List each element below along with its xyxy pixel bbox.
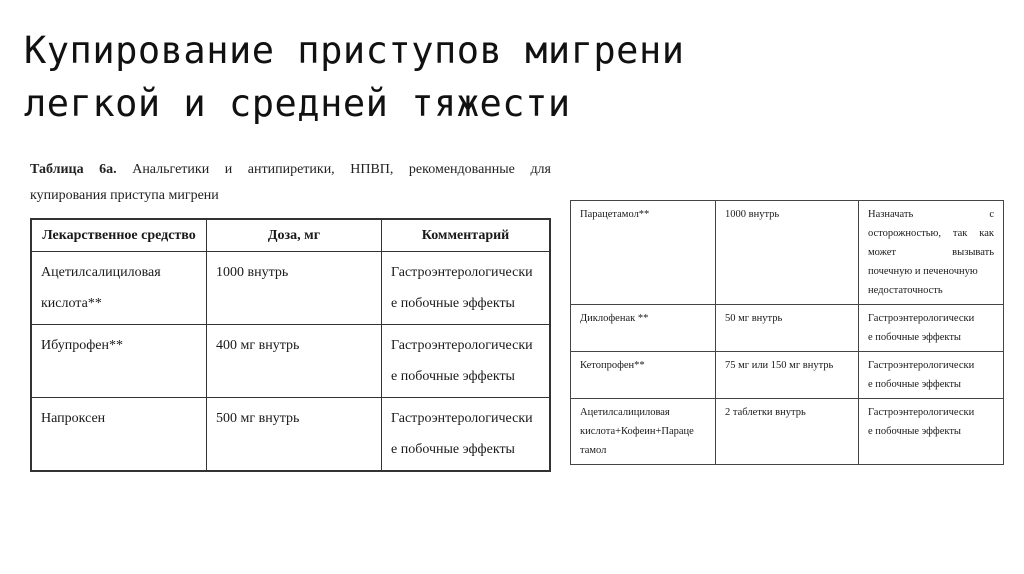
comment-cell bbox=[382, 252, 551, 325]
comment-text: Гастроэнтерологически bbox=[391, 411, 533, 426]
drug-cell bbox=[31, 252, 207, 325]
dose-cell: 2 таблетки внутрь bbox=[716, 399, 859, 465]
comment-cell bbox=[859, 399, 1004, 465]
dose-cell: 1000 внутрь bbox=[207, 252, 382, 325]
table-row bbox=[31, 398, 550, 472]
slide-title-line-2: легкой и средней тяжести bbox=[24, 82, 571, 125]
table-row bbox=[571, 352, 1004, 399]
dose-cell: 1000 внутрь bbox=[716, 201, 859, 305]
caption-line-2: купирования приступа мигрени bbox=[30, 188, 219, 203]
drug-name-cont: тамол bbox=[580, 445, 607, 456]
comment-text: Назначать с bbox=[868, 209, 994, 220]
drug-cell: Ибупрофен** bbox=[31, 325, 207, 398]
comment-text: Гастроэнтерологически bbox=[868, 407, 975, 418]
comment-cell bbox=[382, 398, 551, 472]
drug-name-cont: кислота+Кофеин+Параце bbox=[580, 426, 694, 437]
drug-table-right bbox=[570, 200, 1004, 465]
drug-cell: Напроксен bbox=[31, 398, 207, 472]
caption-word: и bbox=[224, 162, 233, 177]
caption-word: антипиретики, bbox=[247, 162, 335, 177]
comment-text: Гастроэнтерологически bbox=[868, 360, 975, 371]
caption-word: для bbox=[530, 162, 551, 177]
column-header-dose: Доза, мг bbox=[207, 219, 382, 252]
comment-text-cont: е побочные эффекты bbox=[391, 369, 515, 384]
drug-name: Ацетилсалициловая bbox=[580, 407, 670, 418]
drug-table-left bbox=[30, 218, 551, 472]
table-caption bbox=[30, 157, 551, 209]
slide-title bbox=[24, 24, 685, 130]
column-header-comment: Комментарий bbox=[382, 219, 551, 252]
caption-line-1 bbox=[30, 157, 551, 183]
table-row bbox=[571, 201, 1004, 305]
table-row bbox=[31, 252, 550, 325]
drug-name-cont: кислота** bbox=[41, 296, 102, 311]
dose-cell: 75 мг или 150 мг внутрь bbox=[716, 352, 859, 399]
table-row bbox=[571, 305, 1004, 352]
caption-word: НПВП, bbox=[350, 162, 394, 177]
comment-text-cont: е побочные эффекты bbox=[391, 442, 515, 457]
comment-text-cont: е побочные эффекты bbox=[868, 426, 961, 437]
caption-word: 6а. bbox=[99, 162, 117, 177]
drug-cell bbox=[571, 399, 716, 465]
comment-cell bbox=[382, 325, 551, 398]
comment-text: Гастроэнтерологически bbox=[391, 265, 533, 280]
comment-text-cont: осторожностью, так как bbox=[868, 228, 994, 239]
comment-text-cont: недостаточность bbox=[868, 285, 943, 296]
drug-cell: Парацетамол** bbox=[571, 201, 716, 305]
table-header-row bbox=[31, 219, 550, 252]
comment-text: Гастроэнтерологически bbox=[868, 313, 975, 324]
caption-word: Таблица bbox=[30, 162, 84, 177]
drug-cell: Кетопрофен** bbox=[571, 352, 716, 399]
comment-cell bbox=[859, 201, 1004, 305]
comment-text-cont: может вызывать bbox=[868, 247, 994, 258]
slide-title-line-1: Купирование приступов мигрени bbox=[24, 29, 685, 72]
comment-text-cont: е побочные эффекты bbox=[868, 379, 961, 390]
table-row bbox=[31, 325, 550, 398]
dose-cell: 400 мг внутрь bbox=[207, 325, 382, 398]
drug-name: Ацетилсалициловая bbox=[41, 265, 161, 280]
column-header-drug: Лекарственное средство bbox=[31, 219, 207, 252]
table-row bbox=[571, 399, 1004, 465]
dose-cell: 500 мг внутрь bbox=[207, 398, 382, 472]
drug-cell: Диклофенак ** bbox=[571, 305, 716, 352]
comment-text-cont: е побочные эффекты bbox=[868, 332, 961, 343]
comment-cell bbox=[859, 305, 1004, 352]
caption-word: Анальгетики bbox=[132, 162, 210, 177]
caption-word: рекомендованные bbox=[408, 162, 515, 177]
comment-text-cont: е побочные эффекты bbox=[391, 296, 515, 311]
comment-cell bbox=[859, 352, 1004, 399]
comment-text: Гастроэнтерологически bbox=[391, 338, 533, 353]
dose-cell: 50 мг внутрь bbox=[716, 305, 859, 352]
comment-text-cont: почечную и печеночную bbox=[868, 266, 978, 277]
